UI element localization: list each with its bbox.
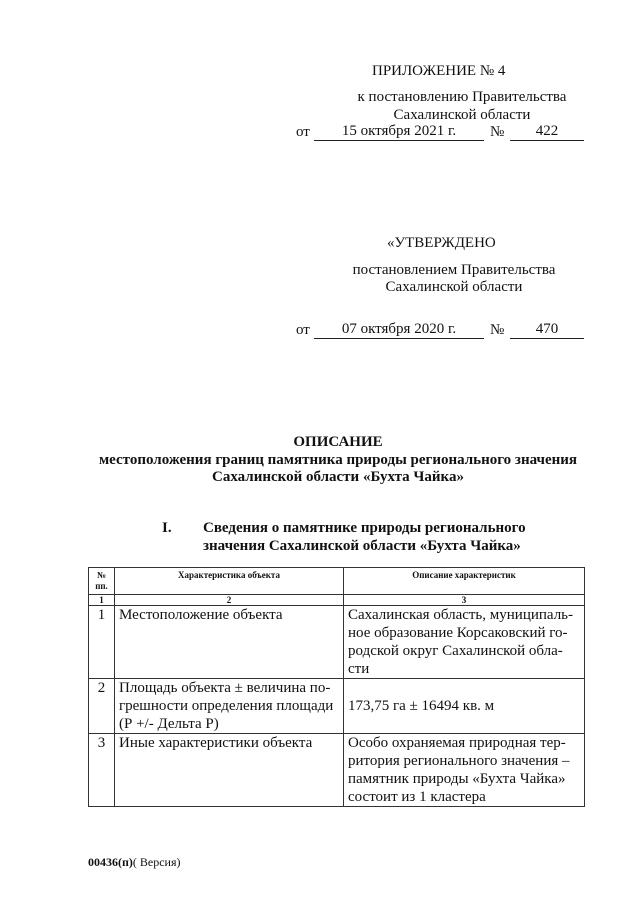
header-characteristic: Характеристика объекта xyxy=(115,568,344,595)
appendix-line-2: Сахалинской области xyxy=(393,107,531,123)
approved-from-label: от xyxy=(296,322,310,338)
approved-date: 07 октября 2020 г. xyxy=(314,321,484,339)
document-subtitle-2: Сахалинской области «Бухта Чайка» xyxy=(212,469,464,485)
header-description: Описание характеристик xyxy=(344,568,585,595)
stamp-version: ( Версия) xyxy=(132,855,181,869)
appendix-number: 422 xyxy=(510,123,584,141)
col-number-1: 1 xyxy=(89,595,115,606)
row-description: Особо охраняемая природная тер-ритория регионального значения – памятник природы «Бухта Чайка» состоит из 1 кластера xyxy=(344,734,585,807)
col-number-3: 3 xyxy=(344,595,585,606)
table-header-row xyxy=(89,568,585,595)
characteristics-table xyxy=(88,567,585,807)
table-row xyxy=(89,606,585,679)
stamp-code: 00436(п) xyxy=(88,855,133,869)
section-title-1: Сведения о памятнике природы регионального xyxy=(203,520,526,536)
row-characteristic: Местоположение объекта xyxy=(115,606,344,679)
col-number-2: 2 xyxy=(115,595,344,606)
appendix-date: 15 октября 2021 г. xyxy=(314,123,484,141)
document-subtitle-1: местоположения границ памятника природы регионального значения xyxy=(98,452,578,468)
row-number: 2 xyxy=(89,679,115,734)
approved-line-1: постановлением Правительства xyxy=(352,262,556,278)
row-description: 173,75 га ± 16494 кв. м xyxy=(344,679,585,734)
row-description: Сахалинская область, муниципаль-ное образование Корсаковский го-родской округ Сахалинской обла-сти xyxy=(344,606,585,679)
section-number: I. xyxy=(162,520,172,536)
row-characteristic: Иные характеристики объекта xyxy=(115,734,344,807)
approved-number-label: № xyxy=(490,322,505,338)
table-column-numbers-row xyxy=(89,595,585,606)
header-number: № пп. xyxy=(89,568,115,595)
table-row xyxy=(89,679,585,734)
row-characteristic: Площадь объекта ± величина по-грешности определения площади (Р +/- Дельта Р) xyxy=(115,679,344,734)
table-row xyxy=(89,734,585,807)
appendix-line-1: к постановлению Правительства xyxy=(357,89,567,105)
appendix-from-label: от xyxy=(296,124,310,140)
approved-title: «УТВЕРЖДЕНО xyxy=(387,235,496,251)
row-number: 3 xyxy=(89,734,115,807)
approved-line-2: Сахалинской области xyxy=(385,279,523,295)
section-title-2: значения Сахалинской области «Бухта Чайка» xyxy=(203,538,521,554)
approved-number: 470 xyxy=(510,321,584,339)
document-title: ОПИСАНИЕ xyxy=(293,434,383,450)
row-number: 1 xyxy=(89,606,115,679)
appendix-title: ПРИЛОЖЕНИЕ № 4 xyxy=(372,63,506,79)
appendix-number-label: № xyxy=(490,124,505,140)
document-stamp xyxy=(88,855,181,869)
